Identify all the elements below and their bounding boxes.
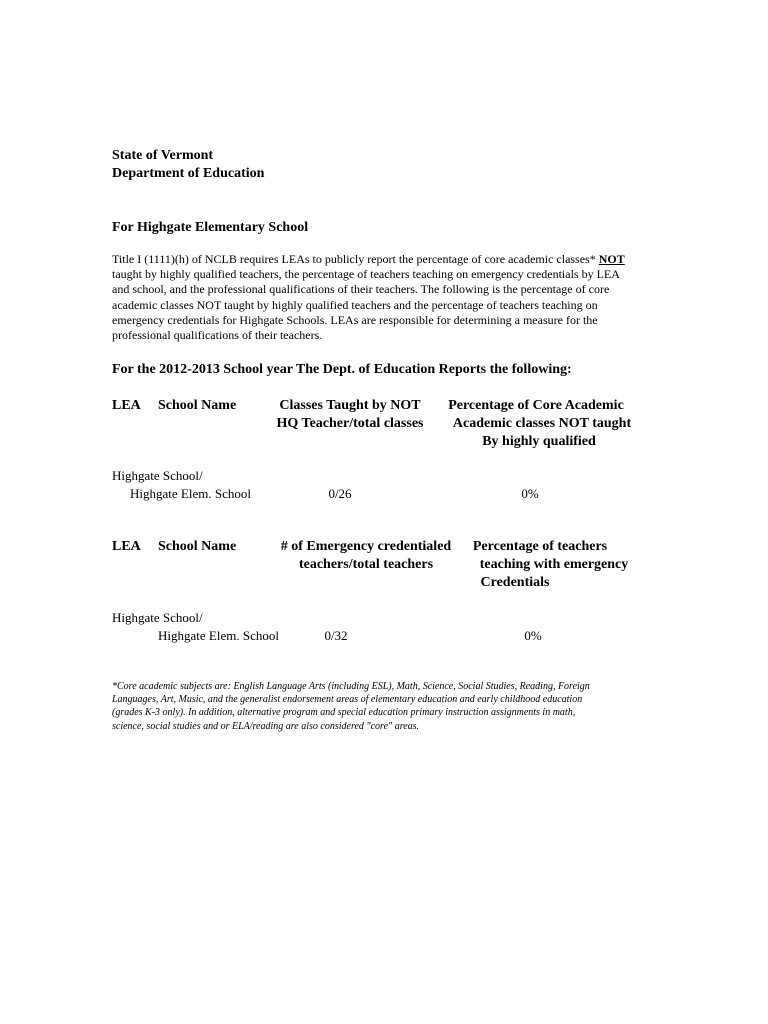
intro-line-3: and school, and the professional qualifications of their teachers. The following is the percentage of core bbox=[112, 282, 610, 297]
intro-line-5: emergency credentials for Highgate Schools. LEAs are responsible for determining a measure for the bbox=[112, 312, 598, 327]
table1-col-classes-line1: Classes Taught by NOT bbox=[279, 398, 421, 413]
footnote bbox=[112, 680, 657, 733]
footnote-line-1: *Core academic subjects are: English Language Arts (including ESL), Math, Science, Social Studies, Reading, Foreign bbox=[112, 681, 590, 692]
report-heading: For the 2012-2013 School year The Dept. of Education Reports the following: bbox=[112, 362, 572, 377]
table2-col-pct-line3: Credentials bbox=[480, 575, 550, 590]
footnote-line-4: science, social studies and or ELA/reading are also considered "core" areas. bbox=[112, 720, 420, 732]
intro-paragraph bbox=[112, 252, 654, 343]
table2-row-school: Highgate Elem. School bbox=[158, 628, 279, 643]
table1-row-percentage: 0% bbox=[521, 486, 539, 501]
table1-col-pct-line1: Percentage of Core Academic bbox=[448, 398, 624, 413]
intro-line-1-text: Title I (1111)(h) of NCLB requires LEAs to publicly report the percentage of core academic classes* bbox=[112, 252, 599, 266]
intro-line-6: professional qualifications of their teachers. bbox=[112, 328, 323, 343]
table1-col-pct-line3: By highly qualified bbox=[482, 434, 596, 449]
table2-col-lea: LEA bbox=[112, 539, 141, 554]
table1-row-school: Highgate Elem. School bbox=[130, 486, 251, 501]
state-name: State of Vermont bbox=[112, 148, 214, 163]
table1-row-classes: 0/26 bbox=[328, 486, 352, 501]
intro-not-emphasis: NOT bbox=[598, 252, 625, 266]
school-heading: For Highgate Elementary School bbox=[112, 220, 309, 235]
table2-col-emergency-line1: # of Emergency credentialed bbox=[280, 539, 452, 554]
department-name: Department of Education bbox=[112, 166, 265, 181]
table2-row-lea: Highgate School/ bbox=[112, 610, 203, 625]
table1-row-lea: Highgate School/ bbox=[112, 468, 203, 483]
table2-row-percentage: 0% bbox=[524, 628, 542, 643]
table1-col-lea: LEA bbox=[112, 398, 141, 413]
table2-col-school: School Name bbox=[158, 539, 237, 554]
footnote-line-3: (grades K-3 only). In addition, alternative program and special education primary instruction assignments in math, bbox=[112, 707, 576, 719]
intro-line-2: taught by highly qualified teachers, the percentage of teachers teaching on emergency credentials by LEA bbox=[112, 267, 620, 282]
table2-col-pct-line2: teaching with emergency bbox=[479, 557, 629, 572]
table2-col-pct-line1: Percentage of teachers bbox=[472, 539, 608, 554]
table2-col-emergency-line2: teachers/total teachers bbox=[298, 557, 434, 572]
table1-col-pct-line2: Academic classes NOT taught bbox=[452, 416, 632, 431]
footnote-line-2: Languages, Art, Music, and the generalist endorsement areas of elementary education and early childhood education bbox=[112, 694, 583, 706]
table1-col-school: School Name bbox=[158, 398, 237, 413]
intro-line-1 bbox=[112, 252, 654, 267]
table1-col-classes-line2: HQ Teacher/total classes bbox=[276, 416, 424, 431]
intro-line-4: academic classes NOT taught by highly qualified teachers and the percentage of teachers teaching on bbox=[112, 297, 598, 312]
table2-row-teachers: 0/32 bbox=[324, 628, 348, 643]
